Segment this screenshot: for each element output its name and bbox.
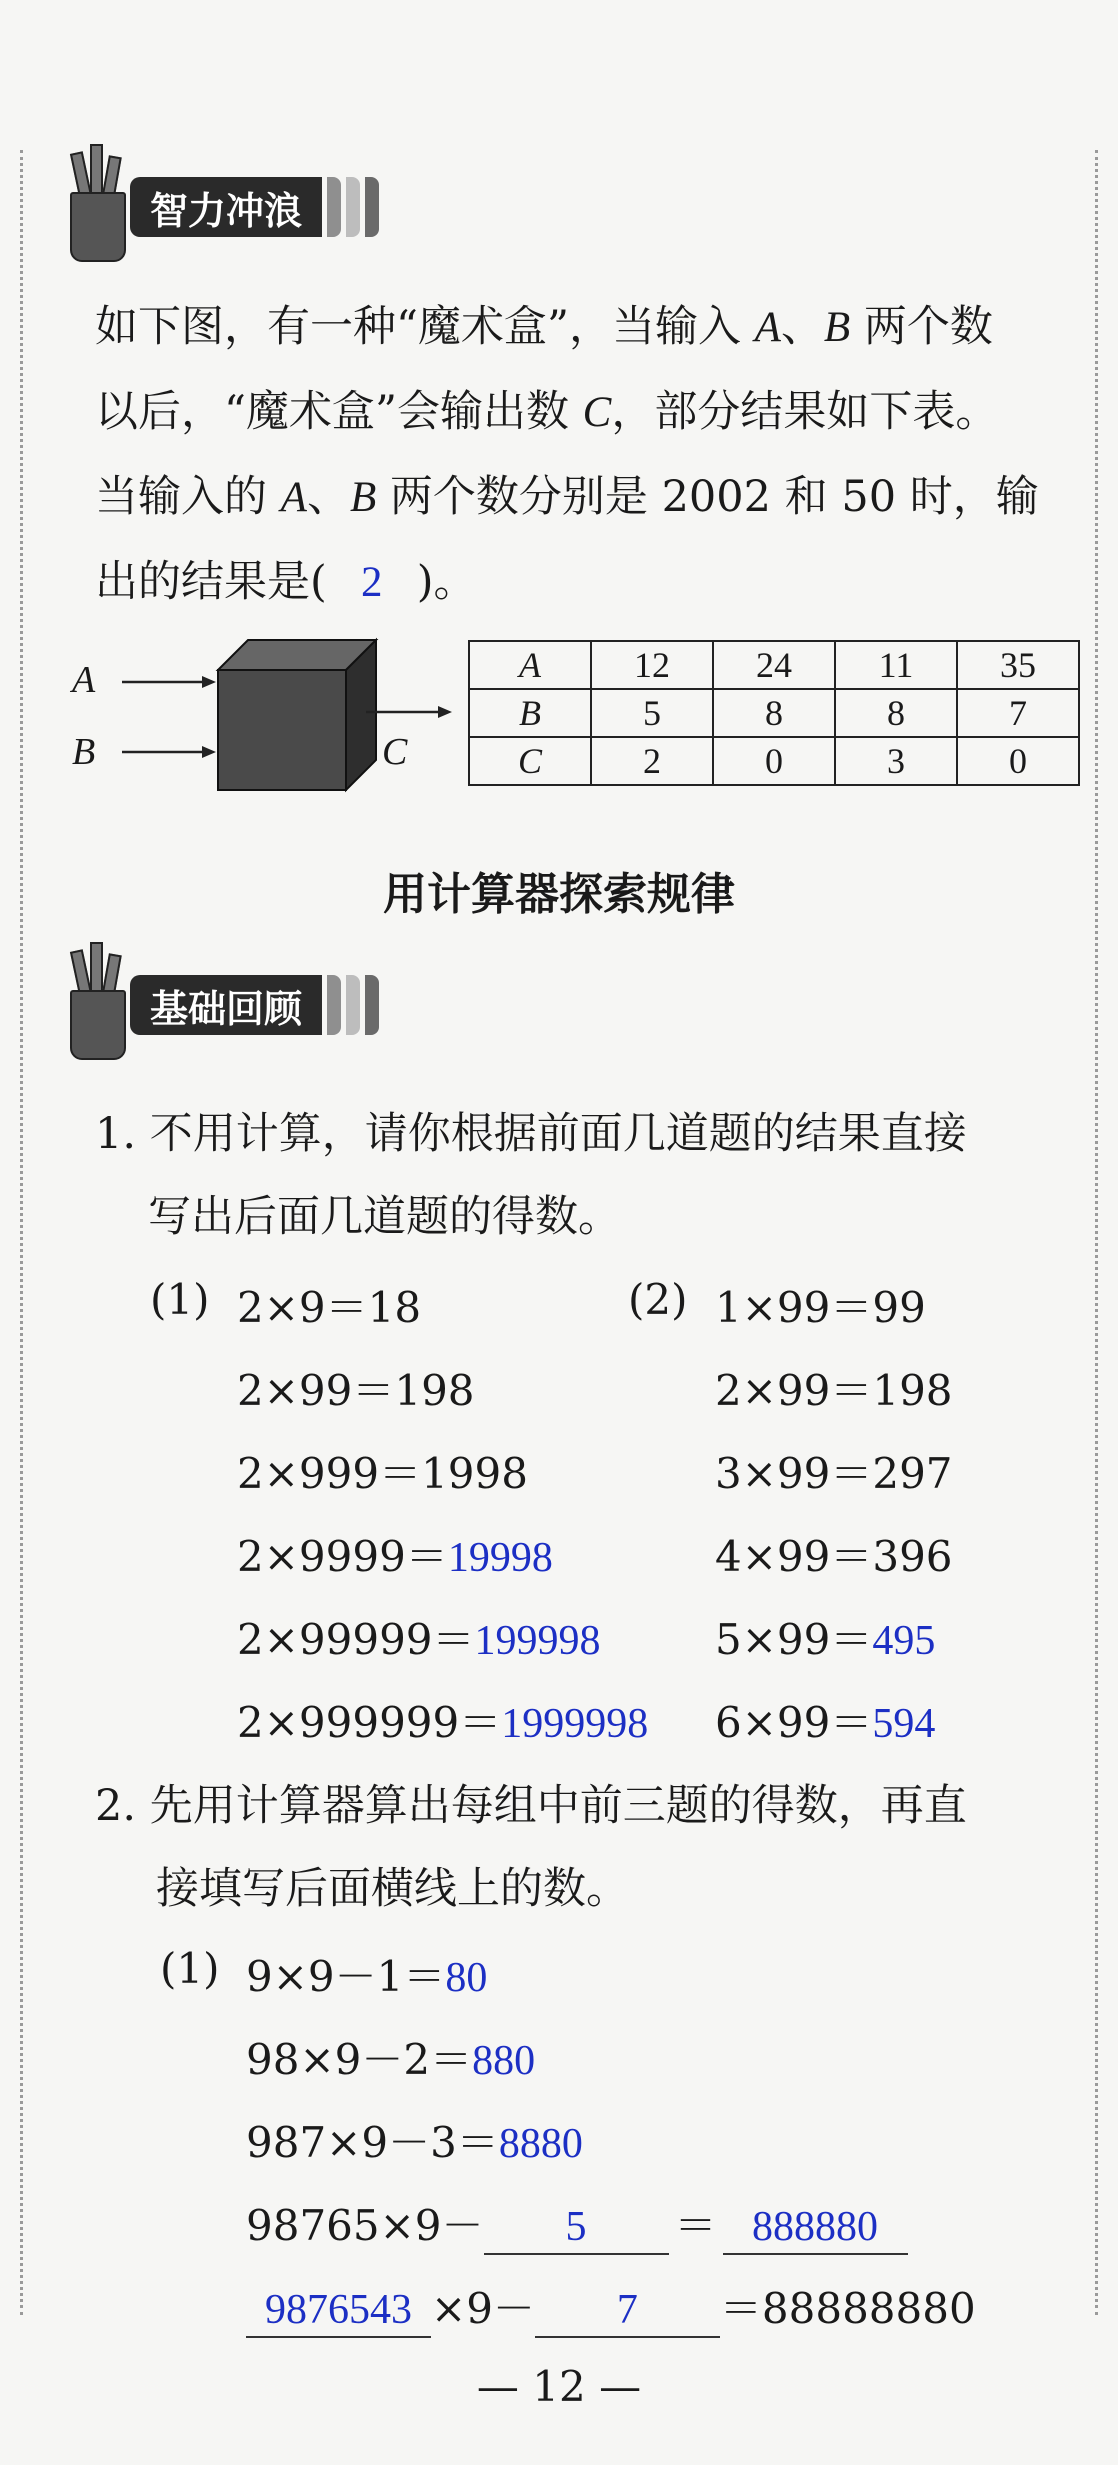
answer: 880 [472,2038,536,2084]
answer-blank: 9876543 [246,2284,431,2338]
q1-col2-item: 6×99＝594 [715,1698,936,1747]
q1-col1-label: (1) [150,1275,210,1324]
answer-blank: 888880 [723,2201,908,2255]
q2-row: 98765×9－ 5 ＝ 888880 [246,2193,908,2255]
section-tag-basic-review [68,950,379,1060]
q1-col2-item: 4×99＝396 [715,1532,953,1581]
q2-text-line2: 接填写后面横线上的数。 [156,1864,629,1914]
q2-row: 98×9－2＝880 [246,2035,536,2084]
answer: 8880 [498,2121,583,2167]
q1-col2-item: 2×99＝198 [715,1366,953,1415]
page-number: — 12 — [476,2362,642,2411]
q2-label: (1) [160,1944,220,1993]
pencil-cup-icon [68,152,124,262]
left-dotted-margin [20,150,23,2315]
answer: 19998 [447,1535,553,1581]
q1-text-line1: 1. 不用计算，请你根据前面几道题的结果直接 [95,1109,967,1159]
puzzle-text: 如下图，有一种“魔术盒”，当输入 A、B 两个数 以后，“魔术盒”会输出数 C，部分结果如下表。 当输入的 A、B 两个数分别是 2002 和 50 时，输 出的结果是( 2 )。 [95,285,1055,625]
q2-row: 9876543 ×9－ 7 ＝88888880 [246,2276,976,2338]
q1-col1-item: 2×9＝18 [237,1283,422,1332]
magic-box-icon [70,630,470,810]
answer: 1999998 [501,1701,649,1747]
result-table [468,640,1080,786]
q2-text-line1: 2. 先用计算器算出每组中前三题的得数，再直 [95,1781,967,1831]
answer-blank: 7 [535,2284,720,2338]
answer: 199998 [474,1618,601,1664]
q1-text-line2: 写出后面几道题的得数。 [148,1192,621,1242]
pencil-cup-icon [68,950,124,1060]
right-dotted-margin [1095,150,1098,2315]
q1-col1-item: 2×9999＝19998 [237,1532,553,1581]
q1-col2-item: 1×99＝99 [715,1283,926,1332]
q2-row: 9×9－1＝80 [246,1952,488,2001]
section-title: 基础回顾 [130,975,322,1035]
section-tag-brain-surf [68,152,379,262]
magic-box-diagram: A B C [70,630,470,810]
q2-row: 987×9－3＝8880 [246,2118,583,2167]
answer: 80 [445,1955,488,2001]
q1-col1-item: 2×99＝198 [237,1366,475,1415]
lesson-heading: 用计算器探索规律 [383,869,735,920]
q1-col1-item: 2×99999＝199998 [237,1615,601,1664]
answer: 594 [872,1701,936,1747]
answer: 495 [872,1618,936,1664]
q1-col1-item: 2×999＝1998 [237,1449,528,1498]
q1-col1-item: 2×999999＝1999998 [237,1698,649,1747]
table-row: C 2 0 3 0 [469,737,1079,785]
table-row: B 5 8 8 7 [469,689,1079,737]
q1-col2-label: (2) [628,1275,688,1324]
q1-col2-item: 5×99＝495 [715,1615,936,1664]
section-title: 智力冲浪 [130,177,322,237]
q1-col2-item: 3×99＝297 [715,1449,953,1498]
puzzle-answer: 2 [361,559,383,606]
table-row: A 12 24 11 35 [469,641,1079,689]
answer-blank: 5 [484,2201,669,2255]
